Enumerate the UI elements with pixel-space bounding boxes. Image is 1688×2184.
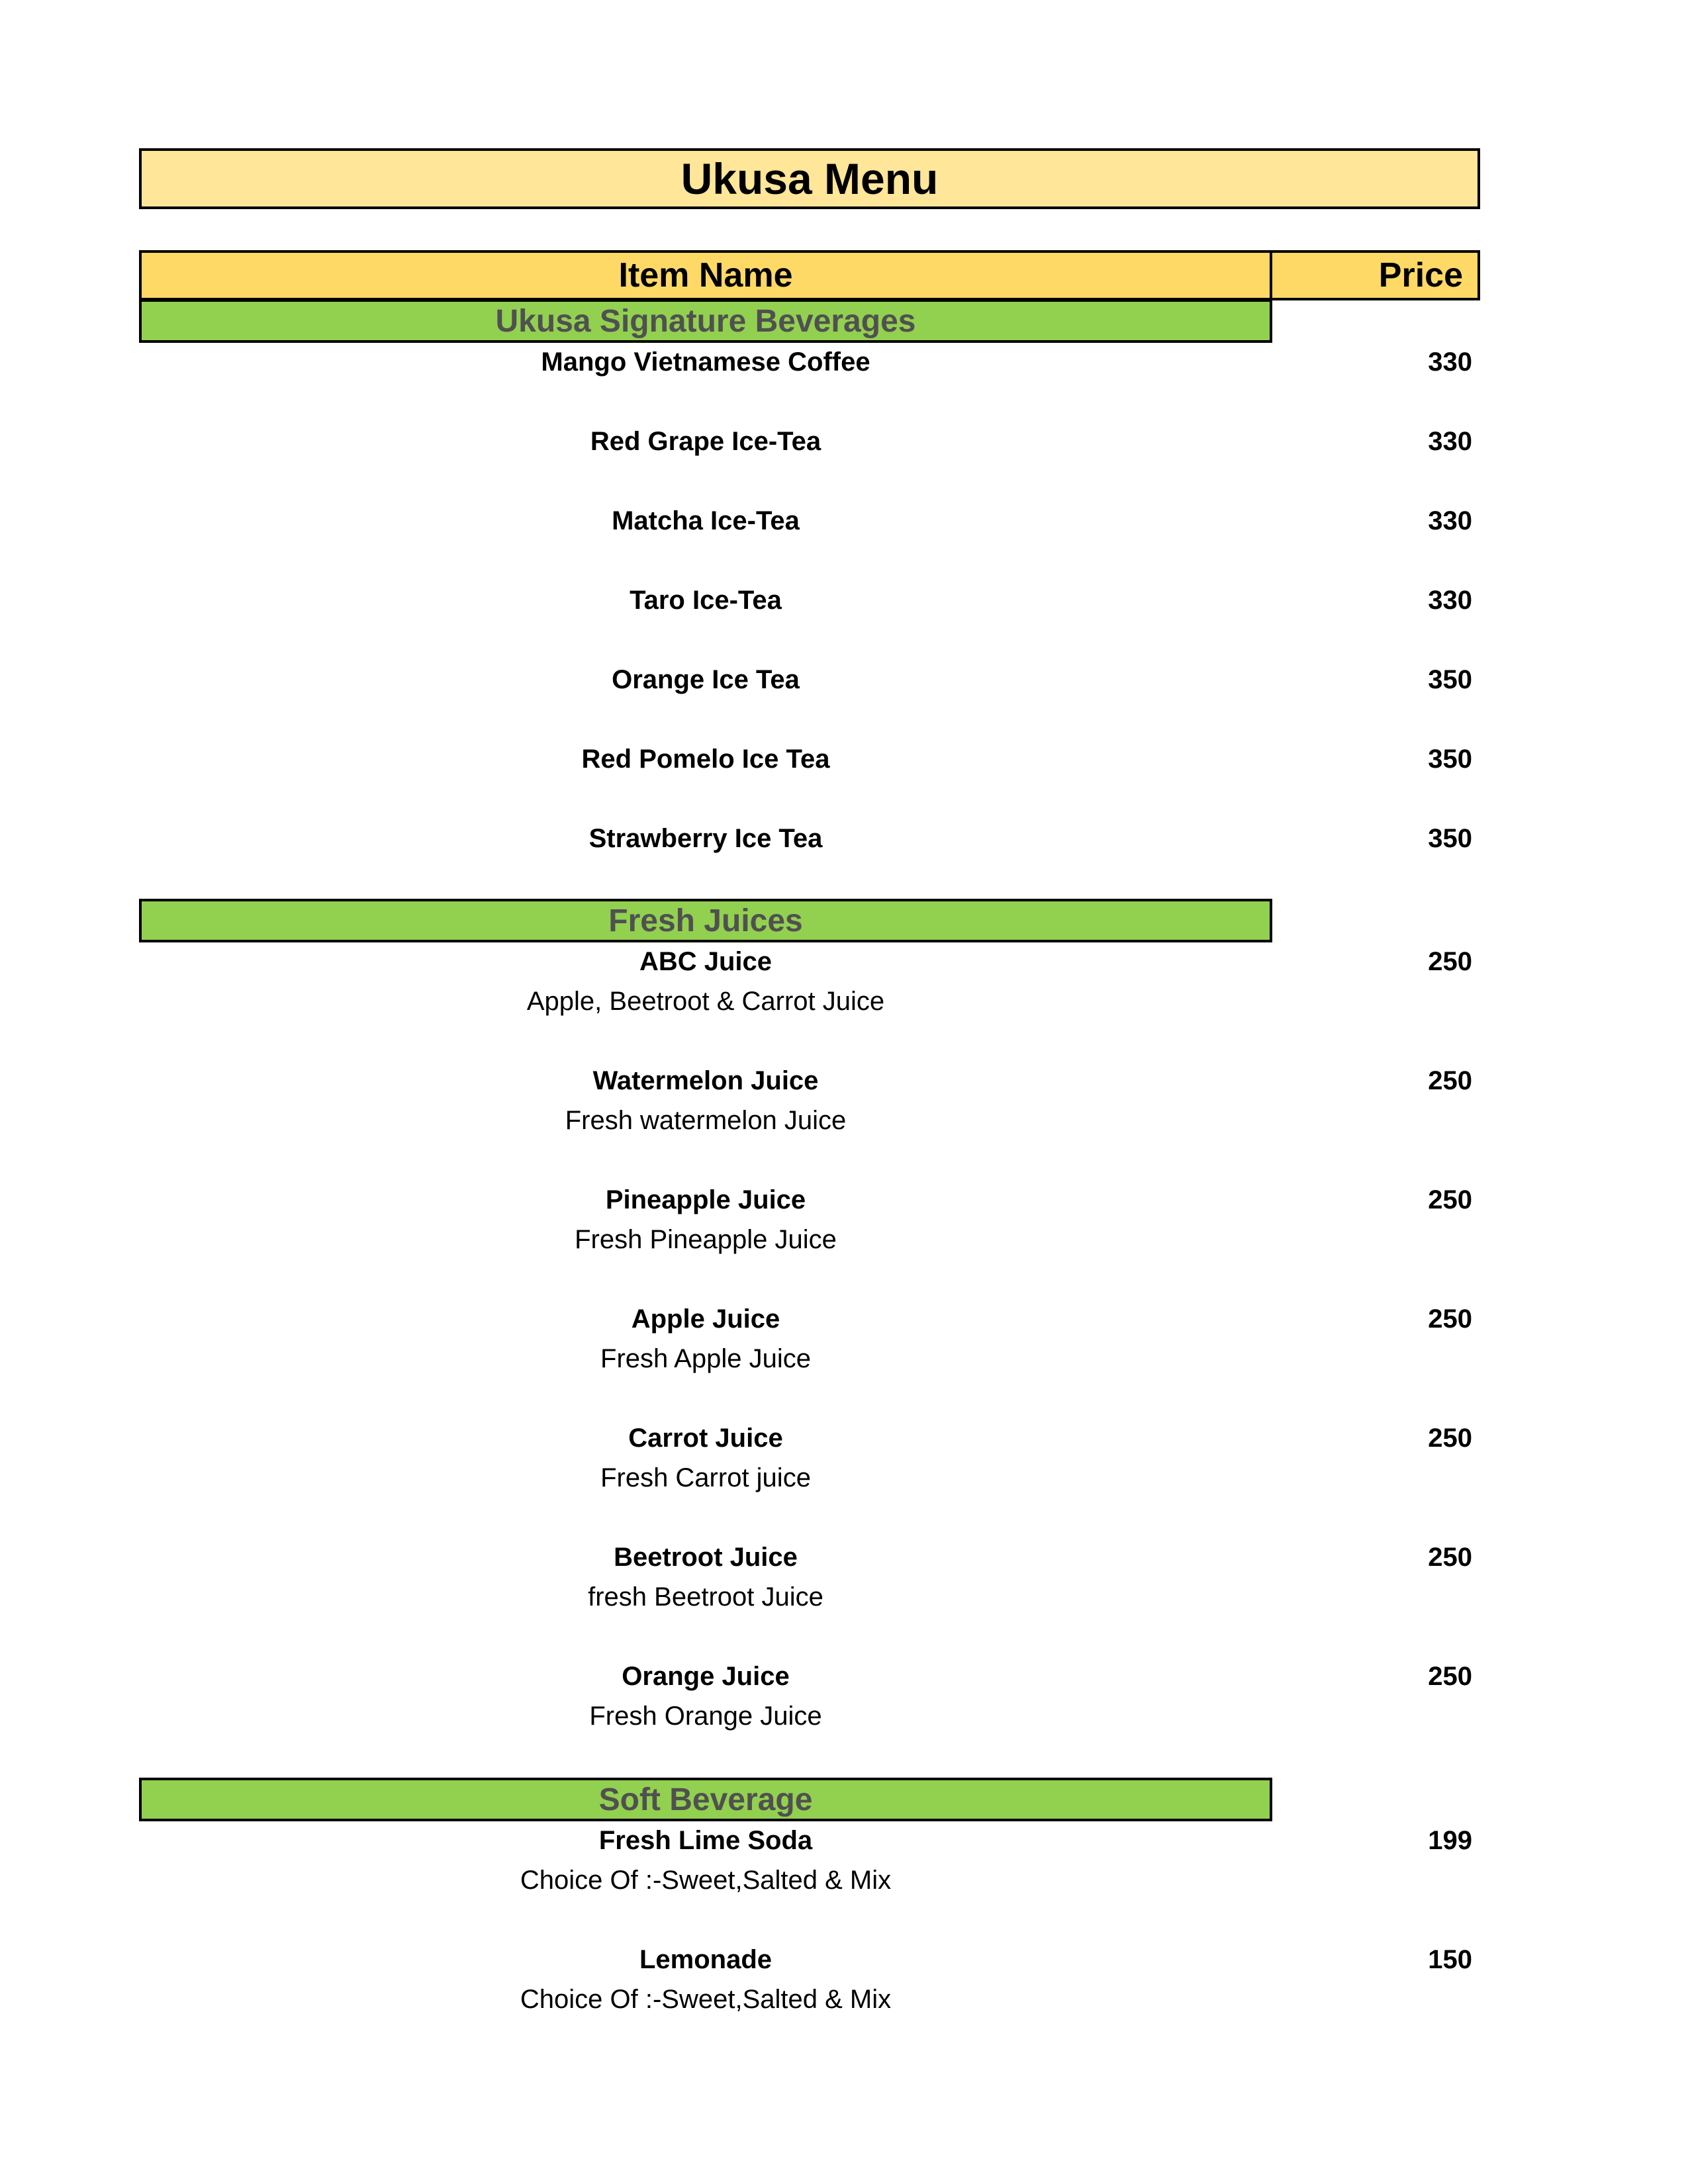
item-name: Apple Juice: [631, 1304, 780, 1334]
item-description: Fresh Apple Juice: [600, 1344, 811, 1373]
item-name: Carrot Juice: [628, 1424, 783, 1453]
item-price: 250: [1428, 1066, 1472, 1095]
item-name: ABC Juice: [639, 947, 773, 976]
item-price: 199: [1428, 1826, 1472, 1855]
item-name: Orange Juice: [622, 1662, 790, 1691]
item-price: 250: [1428, 1185, 1472, 1214]
menu-title: Ukusa Menu: [139, 148, 1480, 209]
item-price: 330: [1428, 586, 1472, 615]
item-description: Fresh Pineapple Juice: [575, 1225, 837, 1254]
item-name: Strawberry Ice Tea: [588, 824, 823, 853]
item-price: 250: [1428, 1424, 1472, 1453]
section-header-fresh-juices: Fresh Juices: [139, 899, 1272, 942]
item-name: Taro Ice-Tea: [630, 586, 782, 615]
item-name: Red Grape Ice-Tea: [590, 427, 821, 456]
item-price: 250: [1428, 1543, 1472, 1572]
header-item-name: Item Name: [139, 250, 1272, 300]
item-description: Fresh Carrot juice: [600, 1463, 811, 1492]
item-name: Orange Ice Tea: [612, 665, 800, 694]
item-price: 330: [1428, 347, 1472, 377]
item-name: Red Pomelo Ice Tea: [581, 745, 830, 774]
item-price: 330: [1428, 427, 1472, 456]
item-name: Fresh Lime Soda: [598, 1826, 813, 1855]
item-description: Fresh watermelon Juice: [565, 1106, 847, 1135]
section-header-soft-beverage: Soft Beverage: [139, 1778, 1272, 1821]
section-header-signature-beverages: Ukusa Signature Beverages: [139, 299, 1272, 343]
item-price: 150: [1428, 1945, 1472, 1974]
item-price: 350: [1428, 745, 1472, 774]
table-header: [139, 250, 1480, 300]
item-price: 350: [1428, 824, 1472, 853]
item-price: 330: [1428, 506, 1472, 535]
item-name: Mango Vietnamese Coffee: [541, 347, 870, 377]
item-price: 250: [1428, 947, 1472, 976]
item-description: Choice Of :-Sweet,Salted & Mix: [520, 1866, 892, 1895]
item-description: fresh Beetroot Juice: [588, 1582, 823, 1612]
item-name: Pineapple Juice: [605, 1185, 806, 1214]
item-name: Matcha Ice-Tea: [612, 506, 800, 535]
item-description: Fresh Orange Juice: [589, 1702, 822, 1731]
item-price: 350: [1428, 665, 1472, 694]
item-price: 250: [1428, 1304, 1472, 1334]
item-description: Choice Of :-Sweet,Salted & Mix: [520, 1985, 892, 2014]
item-name: Beetroot Juice: [614, 1543, 798, 1572]
header-price: Price: [1272, 250, 1480, 300]
item-price: 250: [1428, 1662, 1472, 1691]
item-name: Watermelon Juice: [592, 1066, 819, 1095]
item-description: Apple, Beetroot & Carrot Juice: [526, 987, 885, 1016]
item-name: Lemonade: [639, 1945, 773, 1974]
